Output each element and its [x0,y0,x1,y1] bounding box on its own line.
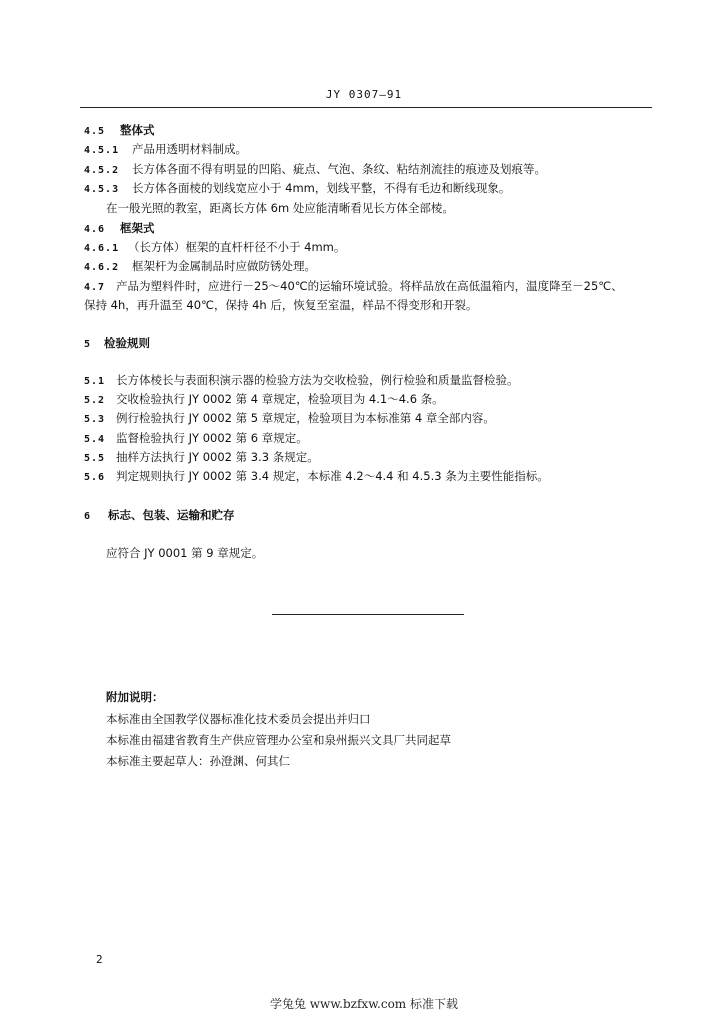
clause-5-4 [84,430,308,448]
clause-text: 应符合 JY 0001 第 9 章规定。 [106,546,264,560]
clause-number: 5.6 [84,472,106,483]
section-title: 整体式 [120,123,155,137]
clause-number: 4.5.3 [84,184,120,195]
clause-text: 交收检验执行 JY 0002 第 4 章规定，检验项目为 4.1～4.6 条。 [116,392,444,406]
end-of-text-rule [272,614,464,615]
section-title: 标志、包装、运输和贮存 [108,508,235,522]
clause-number: 5.5 [84,453,106,464]
appendix-line: 本标准由福建省教育生产供应管理办公室和泉州振兴文具厂共同起草 [106,733,451,747]
clause-5-5 [84,449,319,467]
appendix-line: 本标准主要起草人：孙澄渊、何其仁 [106,754,290,768]
section-title: 检验规则 [104,336,150,350]
clause-5-6 [84,468,549,486]
clause-4-7-continuation [84,297,477,313]
clause-4-5-1 [84,141,247,159]
clause-4-5-3 [84,180,510,198]
clause-text: 框架杆为金属制品时应做防锈处理。 [132,259,316,273]
clause-text: 产品为塑料件时，应进行－25～40℃的运输环境试验。将样品放在高低温箱内，温度降至－25℃、 [116,279,623,293]
clause-5-1 [84,372,519,390]
clause-number: 5.1 [84,376,106,387]
section-title: 框架式 [120,221,155,235]
clause-text: 监督检验执行 JY 0002 第 6 章规定。 [116,431,308,445]
clause-number: 5.2 [84,395,106,406]
header-rule [80,107,652,108]
section-number: 6 [84,511,92,522]
section-5 [84,335,150,353]
clause-text: 保持 4h，再升温至 40℃，保持 4h 后，恢复至室温，样品不得变形和开裂。 [84,298,478,312]
clause-number: 5.4 [84,434,106,445]
clause-text: 长方体各面棱的划线宽应小于 4mm，划线平整，不得有毛边和断线现象。 [132,181,511,195]
clause-number: 4.5.2 [84,165,120,176]
clause-5-2 [84,391,444,409]
clause-5-3 [84,410,495,428]
clause-number: 5.3 [84,414,106,425]
section-4-5 [84,122,155,140]
clause-number: 4.6.2 [84,262,120,273]
section-6 [84,507,235,525]
clause-text: 判定规则执行 JY 0002 第 3.4 规定，本标准 4.2～4.4 和 4.5.3 条为主要性能指标。 [116,469,549,483]
section-4-6 [84,220,155,238]
section-number: 5 [84,339,92,350]
appendix-line: 本标准由全国教学仪器标准化技术委员会提出并归口 [106,712,371,726]
section-number: 4.6 [84,224,106,235]
clause-text: 抽样方法执行 JY 0002 第 3.3 条规定。 [116,450,319,464]
footer-watermark: 学兔兔 www.bzfxw.com 标准下载 [269,997,459,1011]
clause-text: 长方体各面不得有明显的凹陷、疵点、气泡、条纹、粘结剂流挂的痕迹及划痕等。 [132,162,546,176]
clause-4-7 [84,278,623,296]
clause-number: 4.5.1 [84,145,120,156]
page-number: 2 [96,953,103,966]
clause-text: 产品用透明材料制成。 [132,142,247,156]
clause-4-5-3-continuation [106,200,454,216]
clause-4-5-2 [84,161,546,179]
clause-4-6-2 [84,258,316,276]
appendix-title: 附加说明： [106,690,164,704]
clause-text: 例行检验执行 JY 0002 第 5 章规定，检验项目为本标准第 4 章全部内容。 [116,411,495,425]
clause-number: 4.6.1 [84,243,120,254]
section-number: 4.5 [84,126,106,137]
clause-text: 在一般光照的教室，距离长方体 6m 处应能清晰看见长方体全部棱。 [106,201,454,215]
clause-number: 4.7 [84,282,106,293]
clause-text: 长方体棱长与表面积演示器的检验方法为交收检验，例行检验和质量监督检验。 [116,373,519,387]
standard-code-header: JY 0307—91 [325,88,403,101]
clause-text: （长方体）框架的直杆杆径不小于 4mm。 [128,240,346,254]
clause-4-6-1 [84,239,345,257]
section-6-body [106,545,263,561]
